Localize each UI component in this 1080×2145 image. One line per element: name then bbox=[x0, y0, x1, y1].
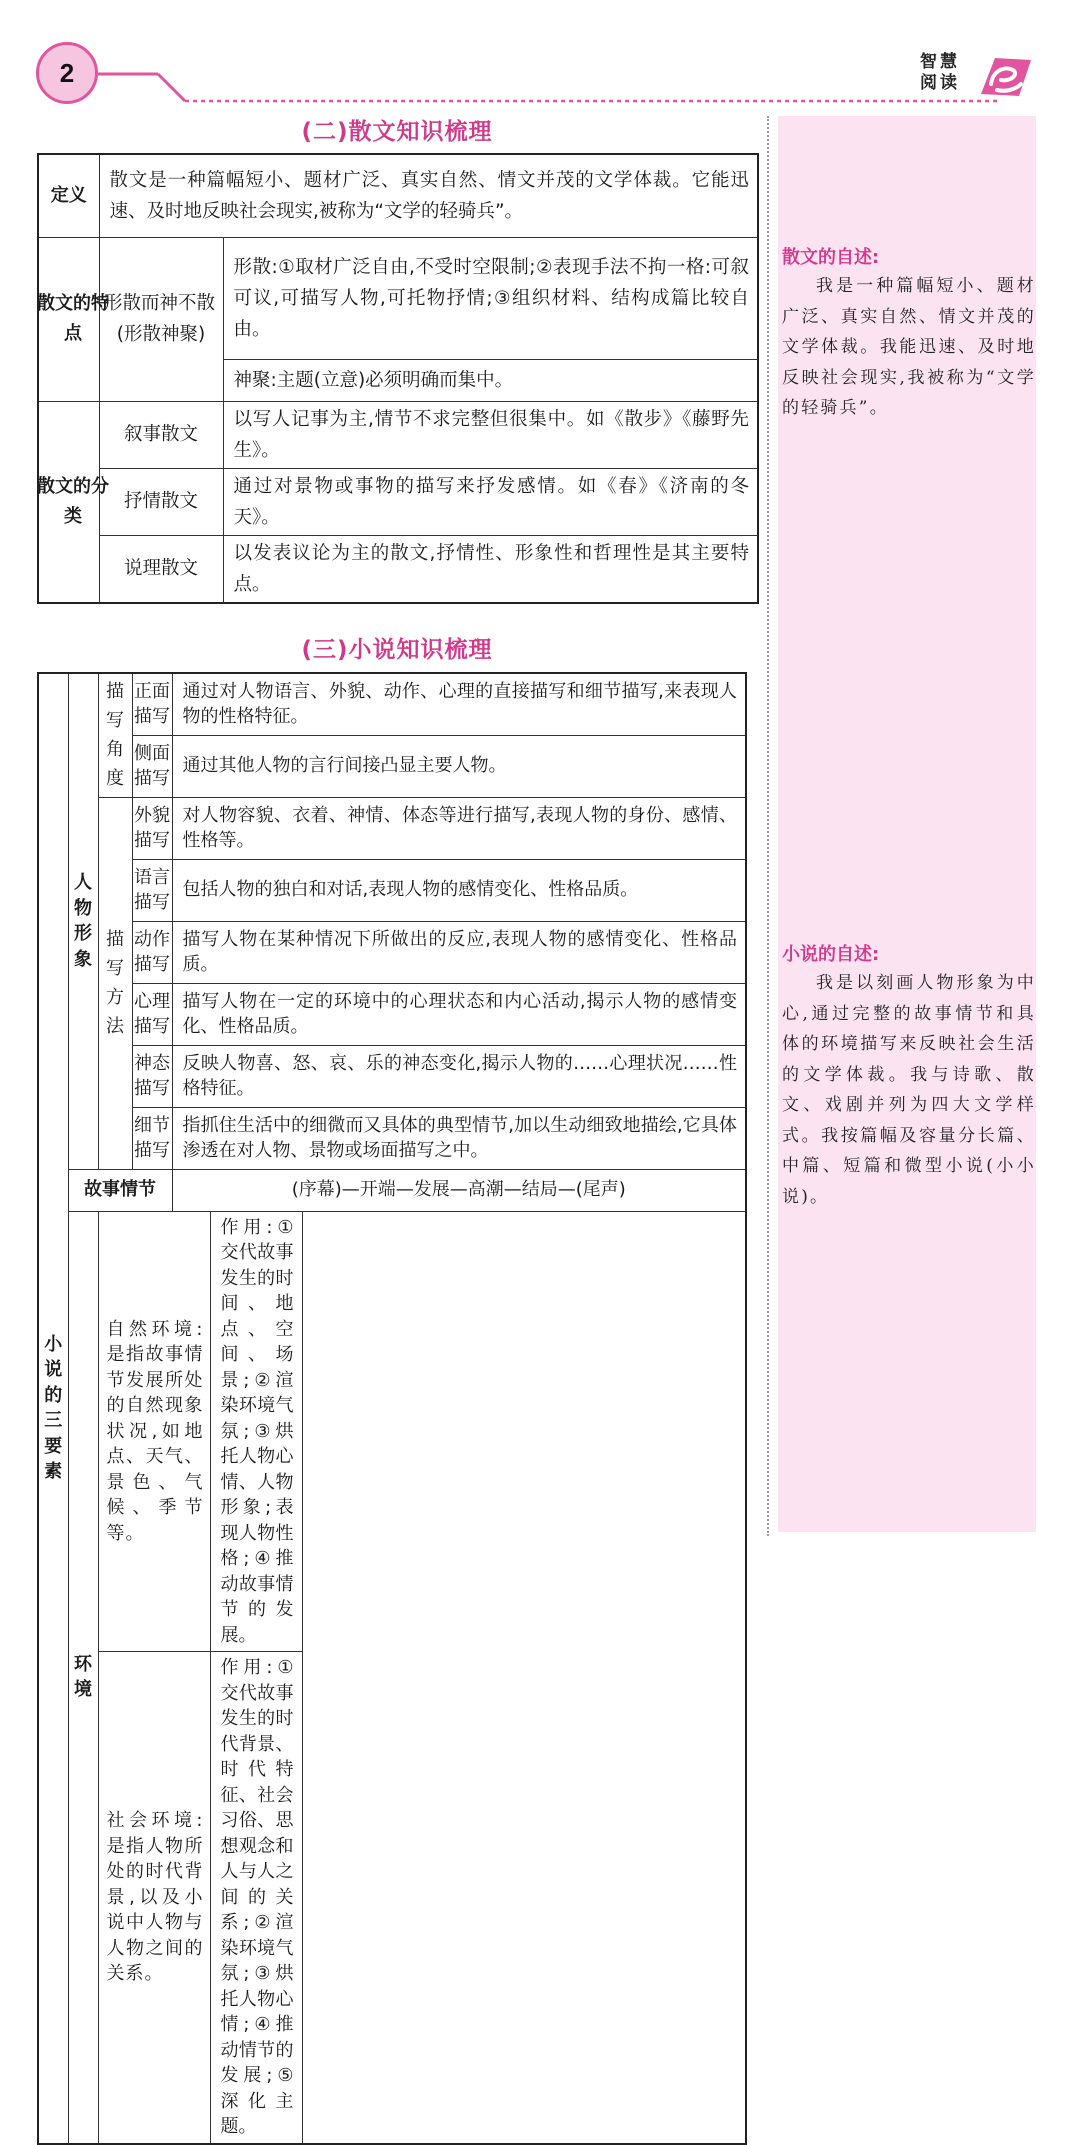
method-name bbox=[132, 859, 172, 921]
environment-name: 社会环境:是指人物所处的时代背景,以及小说中人物与人物之间的关系。 bbox=[98, 1652, 210, 2144]
environment-effect: 作用:①交代故事发生的时间、地点、空间、场景;②渲染环境气氛;③烘托人物心情、人物形象;表现人物性格;④推动故事情节的发展。 bbox=[210, 1211, 302, 1652]
method-label bbox=[98, 797, 132, 1169]
header-divider bbox=[0, 0, 1080, 120]
angle-name-text: 正面描写 bbox=[134, 681, 170, 728]
sidebar-essay-title: 散文的自述: bbox=[782, 247, 880, 268]
type-name: 抒情散文 bbox=[99, 468, 223, 535]
section-title-essay: (二)散文知识梳理 bbox=[301, 119, 493, 145]
method-name bbox=[132, 1045, 172, 1107]
angle-text: 通过其他人物的言行间接凸显主要人物。 bbox=[172, 735, 746, 797]
angle-name bbox=[132, 735, 172, 797]
method-text: 描写人物在一定的环境中的心理状态和内心活动,揭示人物的感情变化、性格品质。 bbox=[172, 983, 746, 1045]
environment-label bbox=[68, 1211, 98, 2144]
character-text: 人物形象 bbox=[74, 872, 92, 970]
features-label bbox=[37, 237, 109, 401]
features-label-text: 散文的特点 bbox=[37, 293, 109, 344]
method-name bbox=[132, 797, 172, 859]
method-text: 反映人物喜、怒、哀、乐的神态变化,揭示人物的……心理状况……性格特征。 bbox=[172, 1045, 746, 1107]
method-text: 对人物容貌、衣着、神情、体态等进行描写,表现人物的身份、感情、性格等。 bbox=[172, 797, 746, 859]
method-text: 指抓住生活中的细微而又具体的典型情节,加以生动细致地描绘,它具体渗透在对人物、景物或场面描写之中。 bbox=[172, 1107, 746, 1169]
types-label bbox=[37, 401, 109, 603]
logo-line-2: 阅读 bbox=[920, 73, 960, 93]
method-name-text: 心理描写 bbox=[134, 991, 170, 1037]
method-text: 包括人物的独白和对话,表现人物的感情变化、性格品质。 bbox=[172, 859, 746, 921]
section-title-novel: (三)小说知识梳理 bbox=[301, 637, 493, 663]
logo-line-1: 智慧 bbox=[920, 52, 960, 72]
method-text: 描写人物在某种情况下所做出的反应,表现人物的感情变化、性格品质。 bbox=[172, 921, 746, 983]
form-text: 形散:①取材广泛自由,不受时空限制;②表现手法不拘一格:可叙可议,可描写人物,可托物抒情;③组织材料、结构成篇比较自由。 bbox=[223, 237, 758, 359]
environment-text: 环境 bbox=[74, 1653, 92, 1700]
sidebar-novel-text: 我是以刻画人物形象为中心,通过完整的故事情节和具体的环境描写来反映社会生活的文学体裁。我与诗歌、散文、戏剧并列为四大文学样式。我按篇幅及容量分长篇、中篇、短篇和微型小说(小小说)。 bbox=[782, 973, 1036, 1207]
page-number-badge: 2 bbox=[36, 42, 98, 104]
angle-text: 通过对人物语言、外貌、动作、心理的直接描写和细节描写,来表现人物的性格特征。 bbox=[172, 673, 746, 735]
type-name: 说理散文 bbox=[99, 535, 223, 603]
type-text: 通过对景物或事物的描写来抒发感情。如《春》《济南的冬天》。 bbox=[223, 468, 758, 535]
logo-text bbox=[920, 52, 970, 94]
plot-label: 故事情节 bbox=[68, 1169, 172, 1211]
environment-effect: 作用:①交代故事发生的时代背景、时代特征、社会习俗、思想观念和人与人之间的关系;②渲染环境气氛;③烘托人物心情;④推动情节的发展;⑤深化主题。 bbox=[210, 1652, 302, 2144]
plot-text: (序幕)—开端—发展—高潮—结局—(尾声) bbox=[172, 1169, 746, 1211]
method-label-text: 描写方法 bbox=[106, 929, 124, 1037]
sidebar-novel-title: 小说的自述: bbox=[782, 944, 880, 965]
type-text: 以发表议论为主的散文,抒情性、形象性和哲理性是其主要特点。 bbox=[223, 535, 758, 603]
method-name bbox=[132, 983, 172, 1045]
method-name bbox=[132, 921, 172, 983]
feature-name-cell bbox=[99, 237, 223, 401]
angle-name-text: 侧面描写 bbox=[134, 743, 170, 789]
three-elements-text: 小说的三要素 bbox=[44, 1333, 63, 1483]
method-name-text: 外貌描写 bbox=[134, 805, 170, 851]
method-name-text: 语言描写 bbox=[134, 867, 170, 913]
method-name-text: 细节描写 bbox=[134, 1115, 170, 1161]
definition-label: 定义 bbox=[38, 154, 99, 237]
type-name: 叙事散文 bbox=[99, 401, 223, 468]
angle-name bbox=[132, 673, 172, 735]
method-name-text: 神态描写 bbox=[134, 1053, 170, 1099]
environment-name: 自然环境:是指故事情节发展所处的自然现象状况,如地点、天气、景色、气候、季节等。 bbox=[98, 1211, 210, 1652]
angle-label-text: 描写角度 bbox=[106, 681, 124, 790]
character-label bbox=[68, 673, 98, 1169]
spirit-text: 神聚:主题(立意)必须明确而集中。 bbox=[223, 359, 758, 401]
method-name-text: 动作描写 bbox=[134, 929, 170, 975]
definition-text: 散文是一种篇幅短小、题材广泛、真实自然、情文并茂的文学体裁。它能迅速、及时地反映社会现实,被称为“文学的轻骑兵”。 bbox=[99, 154, 758, 237]
angle-label bbox=[98, 673, 132, 797]
feature-alias: (形散神聚) bbox=[116, 324, 206, 345]
method-name bbox=[132, 1107, 172, 1169]
type-text: 以写人记事为主,情节不求完整但很集中。如《散步》《藤野先生》。 bbox=[223, 401, 758, 468]
sidebar-essay-text: 我是一种篇幅短小、题材广泛、真实自然、情文并茂的文学体裁。我能迅速、及时地反映社会现实,我被称为“文学的轻骑兵”。 bbox=[782, 276, 1036, 418]
sidebar-divider bbox=[767, 116, 769, 1536]
types-label-text: 散文的分类 bbox=[37, 475, 109, 527]
feature-name: 形散而神不散 bbox=[103, 293, 215, 314]
essay-table bbox=[37, 153, 759, 604]
novel-table bbox=[37, 672, 747, 2145]
three-elements-label bbox=[38, 673, 68, 2144]
logo-mark-icon bbox=[975, 50, 1035, 100]
